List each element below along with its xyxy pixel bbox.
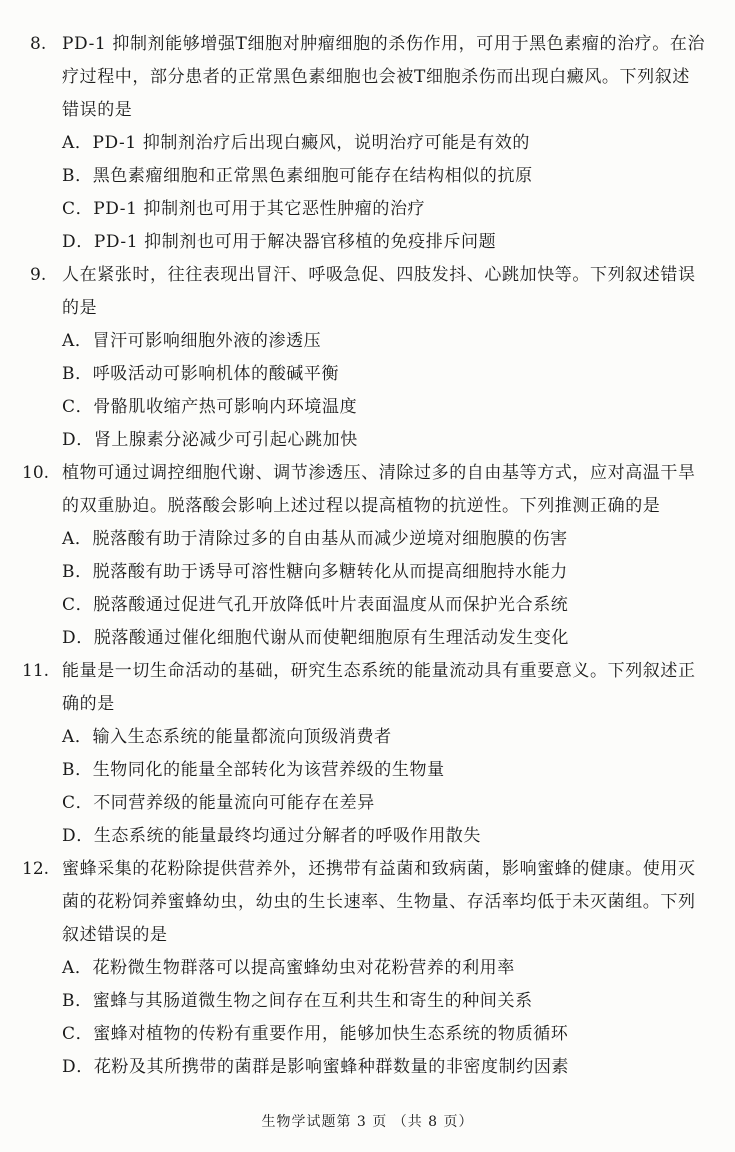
answer-option: C．脱落酸通过促进气孔开放降低叶片表面温度从而保护光合系统 — [62, 595, 569, 615]
page-footer: 生物学试题第 3 页 （共 8 页） — [261, 1114, 474, 1130]
answer-option: A．冒汗可影响细胞外液的渗透压 — [62, 331, 322, 351]
question-stem-line: 疗过程中，部分患者的正常黑色素细胞也会被T细胞杀伤而出现白癜风。下列叙述 — [62, 67, 690, 87]
question-number: 9. — [30, 265, 47, 285]
question-stem-line: 确的是 — [62, 694, 115, 714]
answer-option: A．PD-1 抑制剂治疗后出现白癜风，说明治疗可能是有效的 — [62, 133, 531, 153]
answer-option: D．花粉及其所携带的菌群是影响蜜蜂种群数量的非密度制约因素 — [62, 1057, 570, 1077]
answer-option: D．脱落酸通过催化细胞代谢从而使靶细胞原有生理活动发生变化 — [62, 628, 570, 648]
question-number: 10. — [22, 463, 50, 483]
answer-option: B．呼吸活动可影响机体的酸碱平衡 — [62, 364, 340, 384]
answer-option: C．PD-1 抑制剂也可用于其它恶性肿瘤的治疗 — [62, 199, 426, 219]
answer-option: C．骨骼肌收缩产热可影响内环境温度 — [62, 397, 358, 417]
question-stem-line: 植物可通过调控细胞代谢、调节渗透压、清除过多的自由基等方式，应对高温干旱 — [62, 463, 696, 483]
question-stem-line: 蜜蜂采集的花粉除提供营养外，还携带有益菌和致病菌，影响蜜蜂的健康。使用灭 — [62, 859, 696, 879]
answer-option: A．花粉微生物群落可以提高蜜蜂幼虫对花粉营养的利用率 — [62, 958, 515, 978]
question-stem-line: PD-1 抑制剂能够增强T细胞对肿瘤细胞的杀伤作用，可用于黑色素瘤的治疗。在治 — [62, 34, 706, 54]
question-number: 12. — [22, 859, 50, 879]
question-stem-line: 菌的花粉饲养蜜蜂幼虫，幼虫的生长速率、生物量、存活率均低于未灭菌组。下列 — [62, 892, 696, 912]
answer-option: B．黑色素瘤细胞和正常黑色素细胞可能存在结构相似的抗原 — [62, 166, 533, 186]
question-stem-line: 的双重胁迫。脱落酸会影响上述过程以提高植物的抗逆性。下列推测正确的是 — [62, 496, 661, 516]
question-number: 11. — [22, 661, 50, 681]
answer-option: D．肾上腺素分泌减少可引起心跳加快 — [62, 430, 358, 450]
question-stem-line: 能量是一切生命活动的基础，研究生态系统的能量流动具有重要意义。下列叙述正 — [62, 661, 696, 681]
answer-option: C．蜜蜂对植物的传粉有重要作用，能够加快生态系统的物质循环 — [62, 1024, 569, 1044]
answer-option: B．生物同化的能量全部转化为该营养级的生物量 — [62, 760, 445, 780]
question-stem-line: 错误的是 — [62, 100, 133, 120]
answer-option: B．脱落酸有助于诱导可溶性糖向多糖转化从而提高细胞持水能力 — [62, 562, 568, 582]
answer-option: B．蜜蜂与其肠道微生物之间存在互利共生和寄生的种间关系 — [62, 991, 533, 1011]
answer-option: A．输入生态系统的能量都流向顶级消费者 — [62, 727, 392, 747]
question-stem-line: 的是 — [62, 298, 98, 318]
answer-option: C．不同营养级的能量流向可能存在差异 — [62, 793, 375, 813]
question-stem-line: 叙述错误的是 — [62, 925, 168, 945]
answer-option: D．PD-1 抑制剂也可用于解决器官移植的免疫排斥问题 — [62, 232, 497, 252]
question-number: 8. — [30, 34, 47, 54]
answer-option: A．脱落酸有助于清除过多的自由基从而减少逆境对细胞膜的伤害 — [62, 529, 568, 549]
question-stem-line: 人在紧张时，往往表现出冒汗、呼吸急促、四肢发抖、心跳加快等。下列叙述错误 — [62, 265, 696, 285]
answer-option: D．生态系统的能量最终均通过分解者的呼吸作用散失 — [62, 826, 482, 846]
